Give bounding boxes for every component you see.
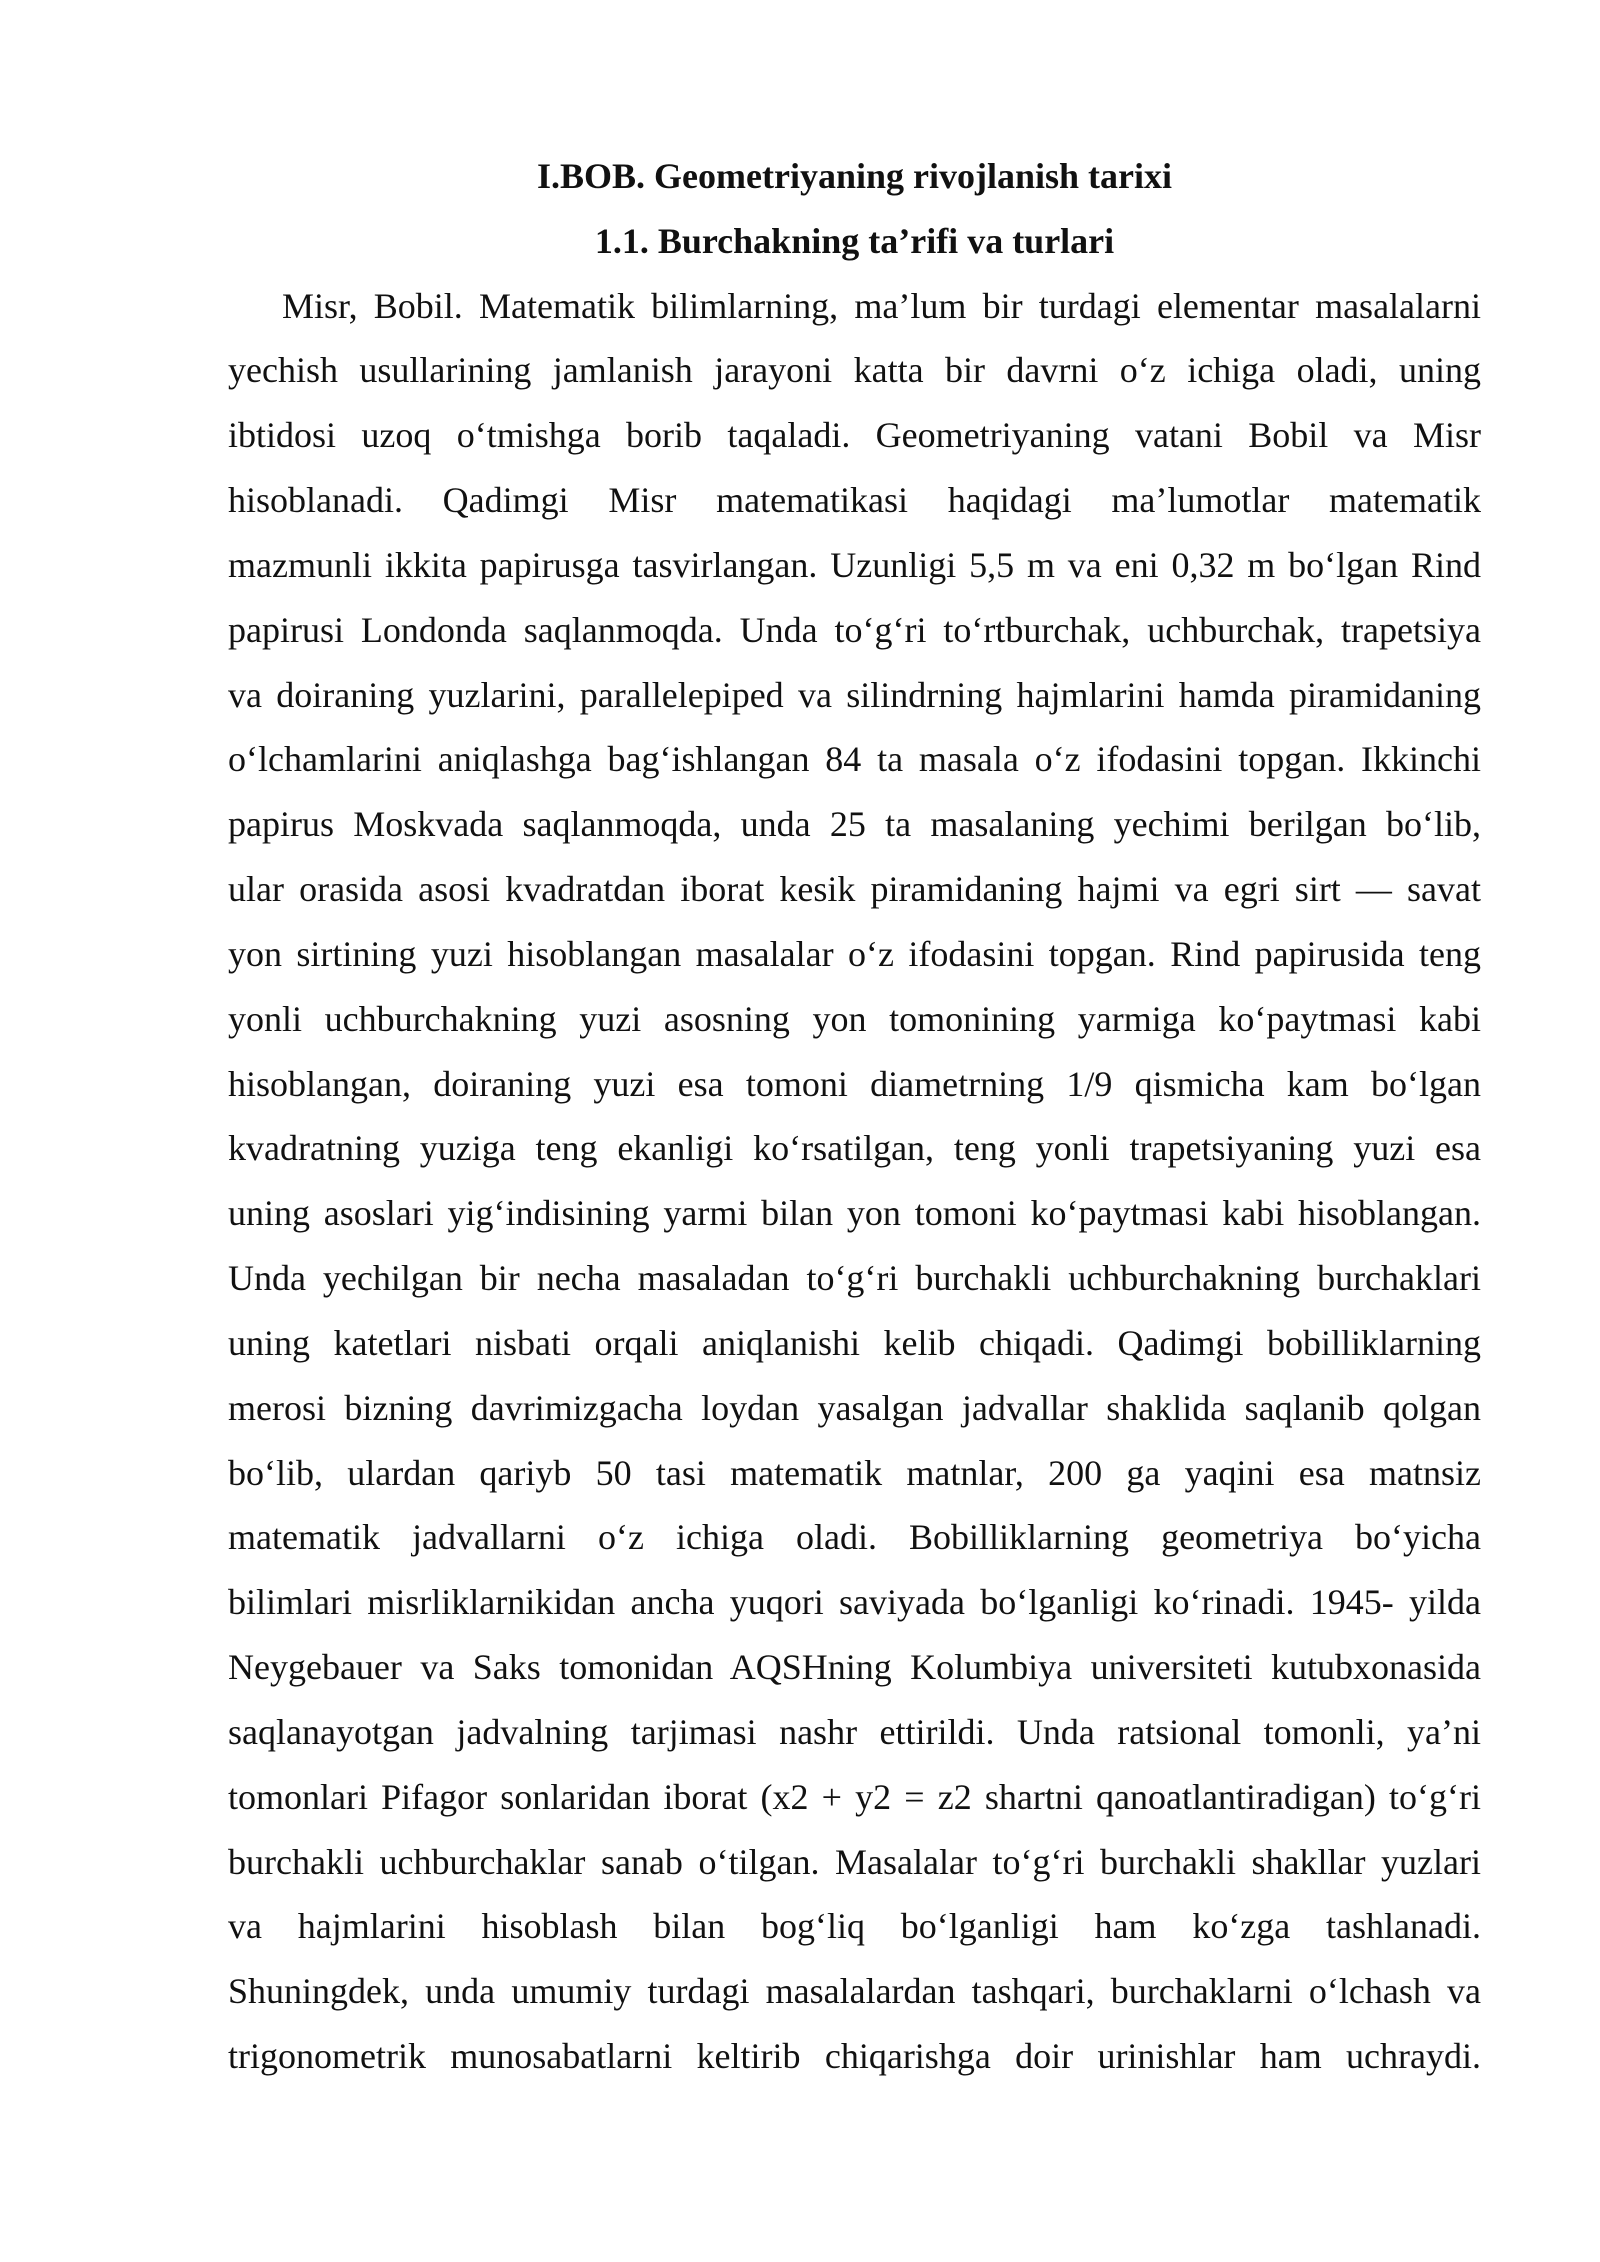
- paragraph-line: bilimlari misrliklarnikidan ancha yuqori saviyada bo‘lganligi ko‘rinadi. 1945- yilda: [228, 1582, 1481, 1623]
- paragraph-line: ibtidosi uzoq o‘tmishga borib taqaladi. Geometriyaning vatani Bobil va Misr: [228, 415, 1481, 456]
- paragraph-line: tomonlari Pifagor sonlaridan iborat (x2 + y2 = z2 shartni qanoatlantiradigan) to‘g‘ri: [228, 1776, 1481, 1817]
- paragraph-line: Unda yechilgan bir necha masaladan to‘g‘ri burchakli uchburchakning burchaklari: [228, 1258, 1481, 1299]
- paragraph-line: trigonometrik munosabatlarni keltirib chiqarishga doir urinishlar ham uchraydi.: [228, 2036, 1481, 2077]
- paragraph-line: Shuningdek, unda umumiy turdagi masalalardan tashqari, burchaklarni o‘lchash va: [228, 1971, 1481, 2012]
- paragraph-line: kvadratning yuziga teng ekanligi ko‘rsatilgan, teng yonli trapetsiyaning yuzi esa: [228, 1128, 1481, 1169]
- paragraph-line: papirusi Londonda saqlanmoqda. Unda to‘g‘ri to‘rtburchak, uchburchak, trapetsiya: [228, 609, 1481, 650]
- paragraph-line: papirus Moskvada saqlanmoqda, unda 25 ta masalaning yechimi berilgan bo‘lib,: [228, 804, 1481, 845]
- section-title: 1.1. Burchakning ta’rifi va turlari: [594, 220, 1115, 261]
- text-body: [228, 144, 1481, 2089]
- paragraph-line: mazmunli ikkita papirusga tasvirlangan. Uzunligi 5,5 m va eni 0,32 m bo‘lgan Rind: [228, 544, 1481, 585]
- paragraph-line: yon sirtining yuzi hisoblangan masalalar o‘z ifodasini topgan. Rind papirusida teng: [228, 933, 1481, 974]
- paragraph-line: hisoblangan, doiraning yuzi esa tomoni diametrning 1/9 qismicha kam bo‘lgan: [228, 1063, 1481, 1104]
- paragraph-line: uning asoslari yig‘indisining yarmi bilan yon tomoni ko‘paytmasi kabi hisoblangan.: [228, 1193, 1481, 1234]
- paragraph-line: hisoblanadi. Qadimgi Misr matematikasi haqidagi ma’lumotlar matematik: [228, 480, 1481, 521]
- paragraph-line: Misr, Bobil. Matematik bilimlarning, ma’lum bir turdagi elementar masalalarni: [282, 285, 1481, 326]
- paragraph-line: ular orasida asosi kvadratdan iborat kesik piramidaning hajmi va egri sirt — savat: [228, 869, 1481, 910]
- chapter-title: I.BOB. Geometriyaning rivojlanish tarixi: [537, 156, 1172, 196]
- paragraph-line: burchakli uchburchaklar sanab o‘tilgan. Masalalar to‘g‘ri burchakli shakllar yuzlari: [228, 1841, 1481, 1882]
- paragraph-line: va hajmlarini hisoblash bilan bog‘liq bo‘lganligi ham ko‘zga tashlanadi.: [228, 1906, 1481, 1947]
- paragraph-line: yonli uchburchakning yuzi asosning yon tomonining yarmiga ko‘paytmasi kabi: [228, 998, 1481, 1039]
- paragraph-line: saqlanayotgan jadvalning tarjimasi nashr ettirildi. Unda ratsional tomonli, ya’ni: [228, 1711, 1481, 1752]
- paragraph-line: matematik jadvallarni o‘z ichiga oladi. Bobilliklarning geometriya bo‘yicha: [228, 1517, 1481, 1558]
- paragraph-line: o‘lchamlarini aniqlashga bag‘ishlangan 84 ta masala o‘z ifodasini topgan. Ikkinchi: [228, 739, 1481, 780]
- paragraph-line: bo‘lib, ulardan qariyb 50 tasi matematik matnlar, 200 ga yaqini esa matnsiz: [228, 1452, 1481, 1493]
- paragraph-line: merosi bizning davrimizgacha loydan yasalgan jadvallar shaklida saqlanib qolgan: [228, 1387, 1481, 1428]
- paragraph-line: va doiraning yuzlarini, parallelepiped va silindrning hajmlarini hamda piramidaning: [228, 674, 1481, 715]
- paragraph-line: Neygebauer va Saks tomonidan AQSHning Kolumbiya universiteti kutubxonasida: [228, 1647, 1481, 1688]
- paragraph-line: yechish usullarining jamlanish jarayoni katta bir davrni o‘z ichiga oladi, uning: [228, 350, 1481, 391]
- paragraph-line: uning katetlari nisbati orqali aniqlanishi kelib chiqadi. Qadimgi bobilliklarning: [228, 1322, 1481, 1363]
